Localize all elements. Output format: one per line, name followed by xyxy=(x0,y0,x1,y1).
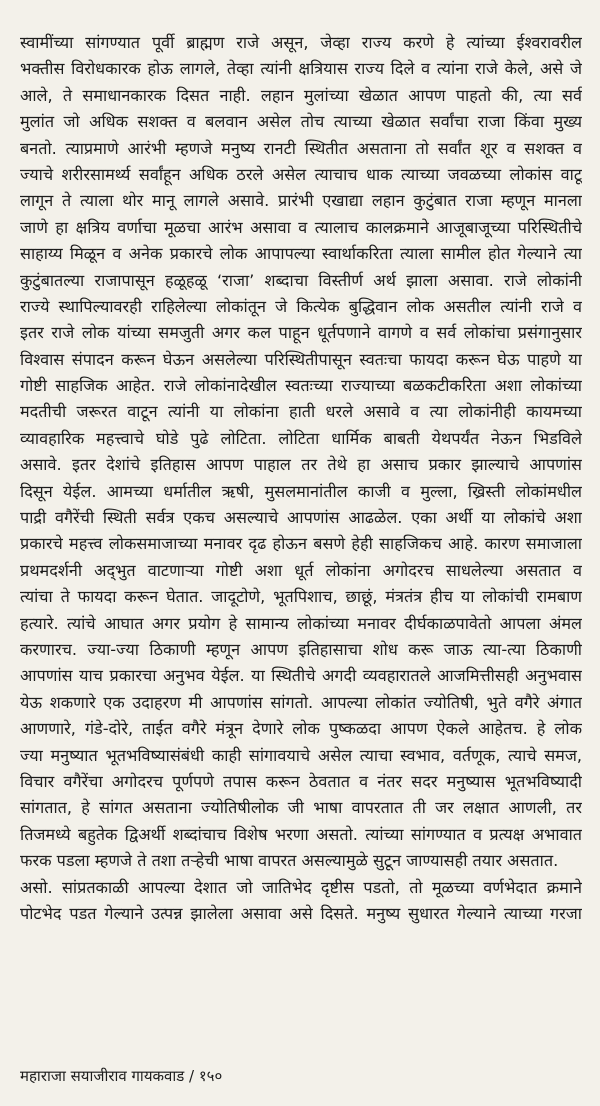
text-line: येऊ शकणारे एक उदाहरण मी आपणांस सांगतो. आपल्या लोकांत ज्योतिषी, भुते वगैरे अंगात xyxy=(20,692,582,712)
text-line: त्यांचा ते फायदा करून घेतात. जादूटोणे, भूतपिशाच, छाछूं, मंत्रतंत्र हीच या लोकांची रामबाण xyxy=(20,587,582,607)
text-line: आपणांस याच प्रकारचा अनुभव येईल. या स्थितीचे अगदी व्यवहारातले आजमित्तीसही अनुभवास xyxy=(20,666,582,686)
text-line: इतर राजे लोक यांच्या समजुती अगर कल पाहून धूर्तपणाने वागणे व सर्व लोकांचा प्रसंगानुसार xyxy=(20,323,582,343)
text-line: ज्या मनुष्यात भूतभविष्यासंबंधी काही सांगावयाचे असेल त्याचा स्वभाव, वर्तणूक, त्याचे समज, xyxy=(20,745,582,765)
text-line: व्यावहारिक महत्त्वाचे घोडे पुढे लोटिता. लोटिता धार्मिक बाबती येथपर्यंत नेऊन भिडविले xyxy=(20,428,582,448)
text-line: विचार वगैरेंचा अगोदरच पूर्णपणे तपास करून ठेवतात व नंतर सदर मनुष्यास भूतभविष्यादी xyxy=(20,771,582,791)
text-line: आणणारे, गंडे-दोरे, ताईत वगैरे मंत्रून देणारे लोक पुष्कळदा आपण ऐकले आहेतच. हे लोक xyxy=(20,719,582,739)
text-line: भक्तीस विरोधकारक होऊ लागले, तेव्हा त्यांनी क्षत्रियास राज्य दिले व त्यांना राजे केले, असे जे xyxy=(20,59,582,79)
text-line: असो. सांप्रतकाळी आपल्या देशात जो जातिभेद दृष्टीस पडतो, तो मूळच्या वर्णभेदात क्रमाने xyxy=(20,877,582,897)
text-line: मुलांत जो अधिक सशक्त व बलवान असेल तोच त्याच्या खेळात सर्वांचा राजा किंवा मुख्य xyxy=(20,112,582,132)
text-line: राज्ये स्थापिल्यावरही राहिलेल्या लोकांतून जे कित्येक बुद्धिवान लोक असतील त्यांनी राजे व xyxy=(20,296,582,316)
text-line: तिजमध्ये बहुतेक द्विअर्थी शब्दांचाच विशेष भरणा असतो. त्यांच्या सांगण्यात व प्रत्यक्ष अभावात xyxy=(20,824,582,844)
text-line: प्रथमदर्शनी अद्‌भुत वाटणाऱ्या गोष्टी अशा धूर्त लोकांना अगोदरच साधलेल्या असतात व xyxy=(20,560,582,580)
body-text xyxy=(20,30,582,927)
text-line: बनतो. त्याप्रमाणे आरंभी म्हणजे मनुष्य रानटी स्थितीत असताना तो सर्वांत शूर व सशक्त व xyxy=(20,138,582,158)
text-line: आले, ते समाधानकारक दिसत नाही. लहान मुलांच्या खेळात आपण पाहतो की, त्या सर्व xyxy=(20,85,582,105)
text-line: लागून ते त्याला थोर मानू लागले असावे. प्रारंभी एखाद्या लहान कुटुंबात राजा म्हणून मानला xyxy=(20,191,582,211)
text-line: करणारच. ज्या-ज्या ठिकाणी म्हणून आपण इतिहासाचा शोध करू जाऊ त्या-त्या ठिकाणी xyxy=(20,639,582,659)
text-line: फरक पडला म्हणजे ते तशा तऱ्हेची भाषा वापरत असल्यामुळे सुटून जाण्यासही तयार असतात. xyxy=(20,851,559,871)
text-line: प्रकारचे महत्त्व लोकसमाजाच्या मनावर दृढ होऊन बसणे हेही साहजिकच आहे. कारण समाजाला xyxy=(20,534,582,554)
text-line: पोटभेद पडत गेल्याने उत्पन्न झालेला असावा असे दिसते. मनुष्य सुधारत गेल्याने त्याच्या गरजा xyxy=(20,903,582,923)
text-line: मदतीची जरूरत वाटून त्यांनी या लोकांना हाती धरले असावे व त्या लोकांनीही कायमच्या xyxy=(20,402,582,422)
text-line: साहाय्य मिळून व अनेक प्रकारचे लोक आपापल्या स्वार्थाकरिता त्याला सामील होत गेल्याने त्या xyxy=(20,244,582,264)
text-line: कुटुंबातल्या राजापासून हळूहळू ‘राजा’ शब्दाचा विस्तीर्ण अर्थ झाला असावा. राजे लोकांनी xyxy=(20,270,582,290)
text-line: विश्वास संपादन करून घेऊन असलेल्या परिस्थितीपासून स्वतःचा फायदा करून घेऊ पाहणे या xyxy=(20,349,582,369)
text-line: सांगतात, हे सांगत असताना ज्योतिषीलोक जी भाषा वापरतात ती जर लक्षात आणली, तर xyxy=(20,798,582,818)
text-line: स्वामींच्या सांगण्यात पूर्वी ब्राह्मण राजे असून, जेव्हा राज्य करणे हे त्यांच्या ईश्वरावरील xyxy=(20,33,582,52)
text-line: पाद्री वगैरेंची स्थिती सर्वत्र एकच असल्याचे आपणांस आढळेल. एका अर्थी या लोकांचे अशा xyxy=(20,508,582,528)
text-line: जाणे हा क्षत्रिय वर्णाचा मूळचा आरंभ असावा व त्यालाच कालक्रमाने आजूबाजूच्या परिस्थितीचे xyxy=(20,217,582,237)
text-line: हत्यारे. त्यांचे आघात अगर प्रयोग हे सामान्य लोकांच्या मनावर दीर्घकाळपावेतो आपला अंमल xyxy=(20,613,582,633)
text-line: ज्याचे शरीरसामर्थ्य सर्वांहून अधिक ठरले असेल त्याचाच धाक त्याच्या जवळच्या लोकांस वाटू xyxy=(20,164,582,184)
text-line: असावे. इतर देशांचे इतिहास आपण पाहाल तर तेथे हा असाच प्रकार झाल्याचे आपणांस xyxy=(20,455,582,475)
text-line: दिसून येईल. आमच्या धर्मातील ऋषी, मुसलमानांतील काजी व मुल्ला, ख्रिस्ती लोकांमधील xyxy=(20,481,582,501)
page-footer: महाराजा सयाजीराव गायकवाड / १५० xyxy=(20,1067,223,1085)
text-line: गोष्टी साहजिक आहेत. राजे लोकांनादेखील स्वतःच्या राज्याच्या बळकटीकरिता अशा लोकांच्या xyxy=(20,376,582,396)
